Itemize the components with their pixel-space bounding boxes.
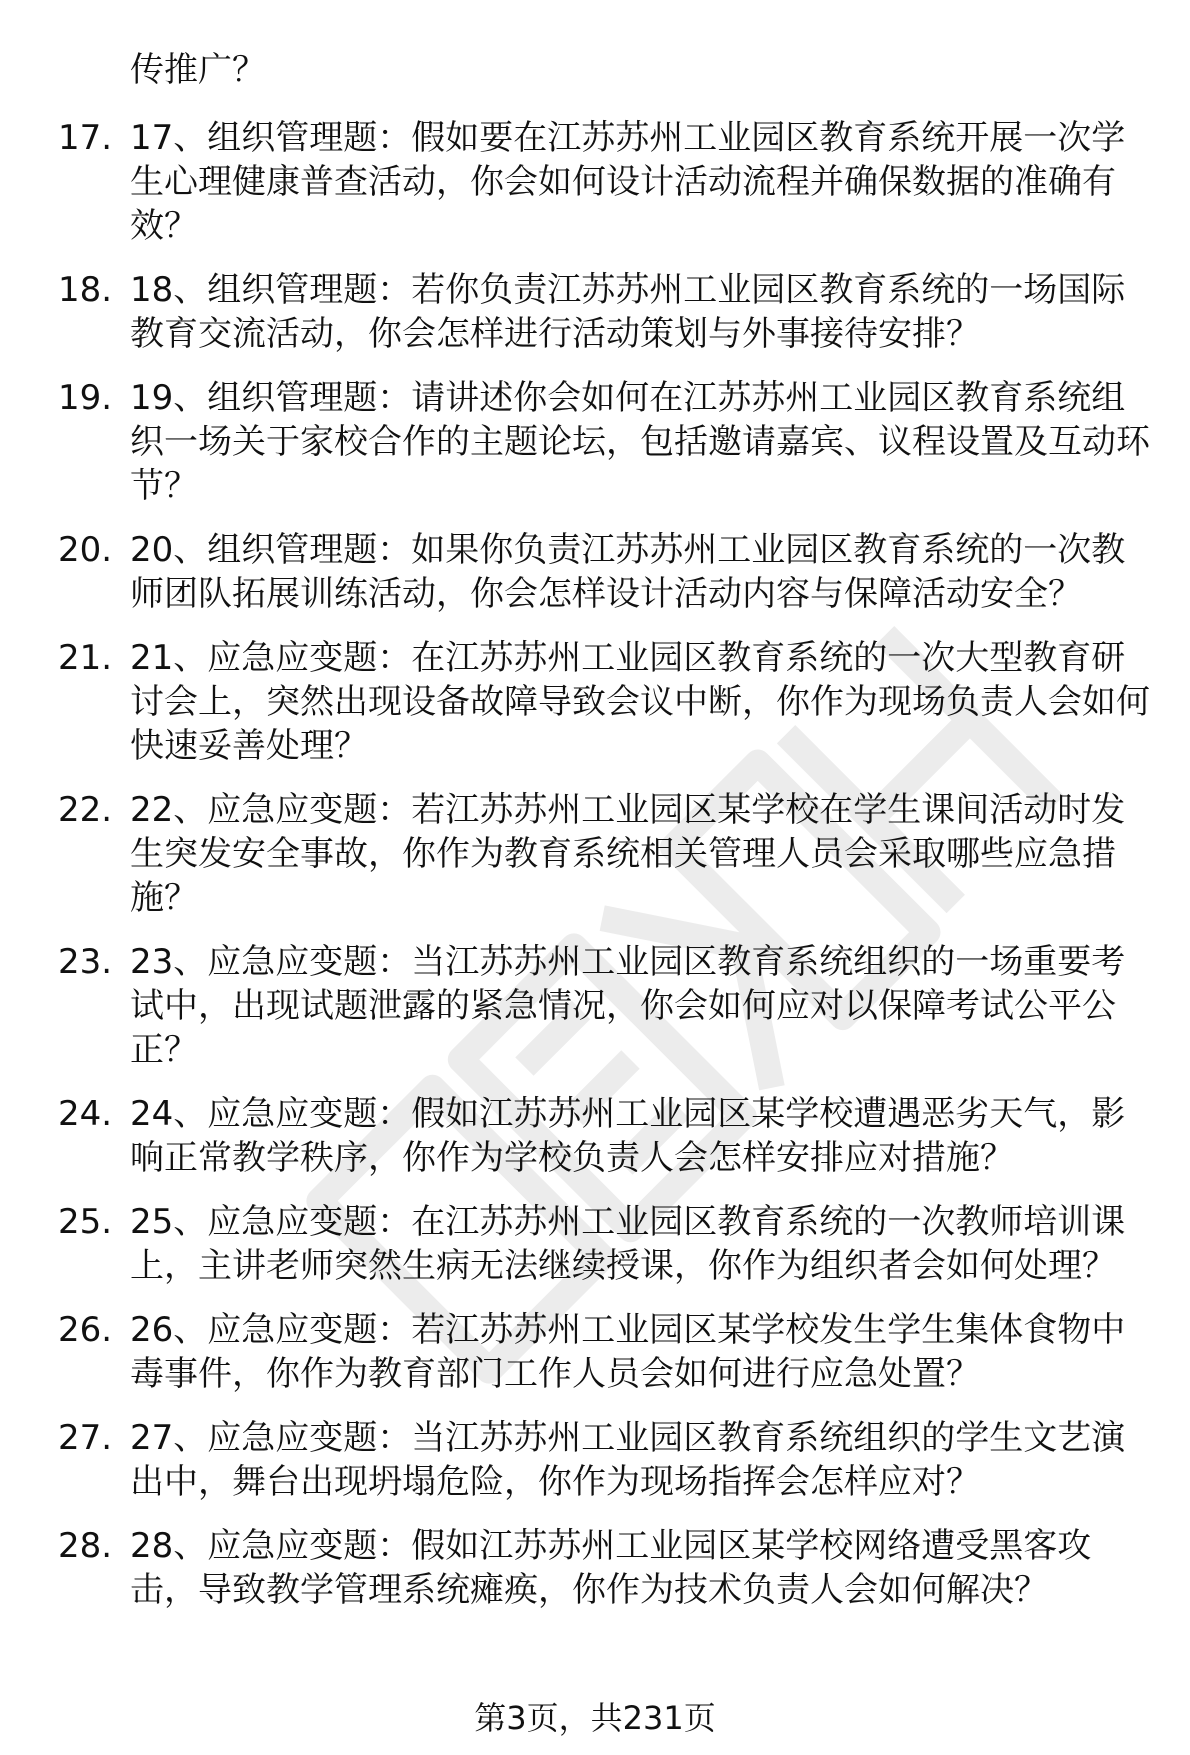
item-text: 18、组织管理题：若你负责江苏苏州工业园区教育系统的一场国际教育交流活动，你会怎样进行活动策划与外事接待安排？ [130, 270, 1126, 354]
list-item [58, 940, 1190, 1072]
item-text: 27、应急应变题：当江苏苏州工业园区教育系统组织的学生文艺演出中，舞台出现坍塌危险，你作为现场指挥会怎样应对？ [130, 1418, 1126, 1502]
list-item [58, 528, 1190, 616]
list-item [58, 1524, 1190, 1612]
item-text: 17、组织管理题：假如要在江苏苏州工业园区教育系统开展一次学生心理健康普查活动，你会如何设计活动流程并确保数据的准确有效？ [130, 118, 1126, 246]
list-item [58, 636, 1190, 768]
item-number: 26. [58, 1310, 113, 1350]
item-text: 19、组织管理题：请讲述你会如何在江苏苏州工业园区教育系统组织一场关于家校合作的主题论坛，包括邀请嘉宾、议程设置及互动环节？ [130, 378, 1150, 506]
continuation-text: 传推广？ [130, 50, 266, 90]
item-number: 17. [58, 118, 113, 158]
item-number: 19. [58, 378, 113, 418]
list-item [58, 1416, 1190, 1504]
list-item [58, 788, 1190, 920]
item-text: 20、组织管理题：如果你负责江苏苏州工业园区教育系统的一次教师团队拓展训练活动，你会怎样设计活动内容与保障活动安全？ [130, 530, 1126, 614]
item-text: 22、应急应变题：若江苏苏州工业园区某学校在学生课间活动时发生突发安全事故，你作为教育系统相关管理人员会采取哪些应急措施？ [130, 790, 1126, 918]
list-item [58, 376, 1190, 508]
question-list [58, 116, 1158, 1632]
list-item [58, 1200, 1190, 1288]
item-number: 25. [58, 1202, 113, 1242]
item-text: 26、应急应变题：若江苏苏州工业园区某学校发生学生集体食物中毒事件，你作为教育部门工作人员会如何进行应急处置？ [130, 1310, 1126, 1394]
item-number: 21. [58, 638, 113, 678]
item-number: 23. [58, 942, 113, 982]
item-text: 21、应急应变题：在江苏苏州工业园区教育系统的一次大型教育研讨会上，突然出现设备故障导致会议中断，你作为现场负责人会如何快速妥善处理？ [130, 638, 1150, 766]
item-text: 23、应急应变题：当江苏苏州工业园区教育系统组织的一场重要考试中，出现试题泄露的紧急情况，你会如何应对以保障考试公平公正？ [130, 942, 1126, 1070]
item-text: 24、应急应变题：假如江苏苏州工业园区某学校遭遇恶劣天气，影响正常教学秩序，你作为学校负责人会怎样安排应对措施？ [130, 1094, 1126, 1178]
list-item [58, 116, 1190, 248]
item-number: 28. [58, 1526, 113, 1566]
list-item [58, 268, 1190, 356]
item-number: 27. [58, 1418, 113, 1458]
item-number: 22. [58, 790, 113, 830]
item-number: 20. [58, 530, 113, 570]
page-footer: 第3页，共231页 [474, 1699, 716, 1737]
list-item [58, 1092, 1190, 1180]
item-text: 28、应急应变题：假如江苏苏州工业园区某学校网络遭受黑客攻击，导致教学管理系统瘫痪，你作为技术负责人会如何解决？ [130, 1526, 1092, 1610]
item-text: 25、应急应变题：在江苏苏州工业园区教育系统的一次教师培训课上，主讲老师突然生病无法继续授课，你作为组织者会如何处理？ [130, 1202, 1126, 1286]
item-number: 18. [58, 270, 113, 310]
list-item [58, 1308, 1190, 1396]
item-number: 24. [58, 1094, 113, 1134]
